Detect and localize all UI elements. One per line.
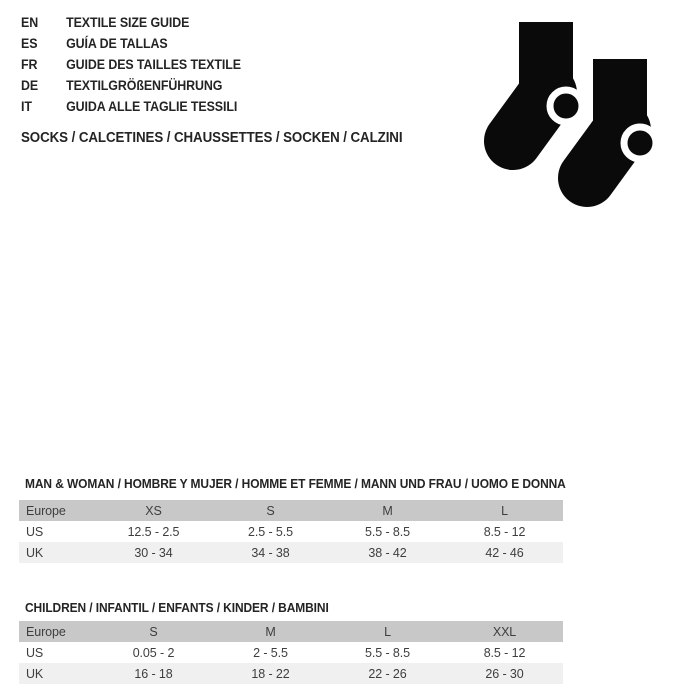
size-value: 22 - 26 bbox=[368, 666, 407, 681]
socks-icon bbox=[470, 10, 670, 210]
language-code: IT bbox=[21, 99, 32, 114]
size-value: 42 - 46 bbox=[485, 545, 524, 560]
table-row-us bbox=[19, 521, 563, 542]
size-value: 0.05 - 2 bbox=[132, 645, 175, 660]
column-header-xxl: XXL bbox=[492, 624, 517, 639]
column-header-s: S bbox=[266, 503, 275, 518]
language-label: TEXTILGRÖßENFÜHRUNG bbox=[66, 78, 223, 93]
language-code: ES bbox=[21, 36, 38, 51]
table-row-uk bbox=[19, 663, 563, 684]
table-row-us bbox=[19, 642, 563, 663]
table-header-row bbox=[19, 621, 563, 642]
language-label: GUIDA ALLE TAGLIE TESSILI bbox=[66, 99, 238, 114]
adults-size-table bbox=[19, 500, 563, 563]
language-code: FR bbox=[21, 57, 38, 72]
size-value: 8.5 - 12 bbox=[483, 645, 526, 660]
language-code: EN bbox=[21, 15, 39, 30]
size-value: 5.5 - 8.5 bbox=[365, 645, 410, 660]
column-header-europe: Europe bbox=[26, 624, 66, 639]
row-label: US bbox=[26, 645, 44, 660]
language-label: TEXTILE SIZE GUIDE bbox=[66, 15, 190, 30]
language-row-it bbox=[21, 96, 402, 117]
language-label: GUIDE DES TAILLES TEXTILE bbox=[66, 57, 241, 72]
children-size-table bbox=[19, 621, 563, 684]
column-header-xs: XS bbox=[145, 503, 162, 518]
language-code: DE bbox=[21, 78, 39, 93]
category-title: SOCKS / CALCETINES / CHAUSSETTES / SOCKEN / CALZINI bbox=[21, 130, 403, 146]
table-header-row bbox=[19, 500, 563, 521]
column-header-l: L bbox=[501, 503, 508, 518]
size-value: 16 - 18 bbox=[134, 666, 173, 681]
size-value: 2.5 - 5.5 bbox=[248, 524, 293, 539]
size-value: 12.5 - 2.5 bbox=[127, 524, 180, 539]
heading-block bbox=[21, 12, 402, 147]
children-table-title: CHILDREN / INFANTIL / ENFANTS / KINDER / BAMBINI bbox=[25, 600, 329, 615]
size-value: 38 - 42 bbox=[368, 545, 407, 560]
size-value: 34 - 38 bbox=[251, 545, 290, 560]
sock-left bbox=[513, 22, 582, 141]
language-row-es bbox=[21, 33, 402, 54]
row-label: UK bbox=[26, 545, 44, 560]
adults-table-title: MAN & WOMAN / HOMBRE Y MUJER / HOMME ET FEMME / MANN UND FRAU / UOMO E DONNA bbox=[25, 476, 566, 491]
size-value: 5.5 - 8.5 bbox=[365, 524, 410, 539]
size-value: 18 - 22 bbox=[251, 666, 290, 681]
size-value: 26 - 30 bbox=[485, 666, 524, 681]
column-header-l: L bbox=[384, 624, 391, 639]
column-header-s: S bbox=[149, 624, 158, 639]
language-row-de bbox=[21, 75, 402, 96]
column-header-europe: Europe bbox=[26, 503, 66, 518]
language-label: GUÍA DE TALLAS bbox=[66, 36, 168, 51]
table-row-uk bbox=[19, 542, 563, 563]
language-row-fr bbox=[21, 54, 402, 75]
size-value: 8.5 - 12 bbox=[483, 524, 526, 539]
row-label: US bbox=[26, 524, 44, 539]
size-value: 2 - 5.5 bbox=[253, 645, 288, 660]
column-header-m: M bbox=[265, 624, 276, 639]
sock-right bbox=[587, 59, 656, 178]
column-header-m: M bbox=[382, 503, 393, 518]
size-value: 30 - 34 bbox=[134, 545, 173, 560]
row-label: UK bbox=[26, 666, 44, 681]
language-row-en bbox=[21, 12, 402, 33]
